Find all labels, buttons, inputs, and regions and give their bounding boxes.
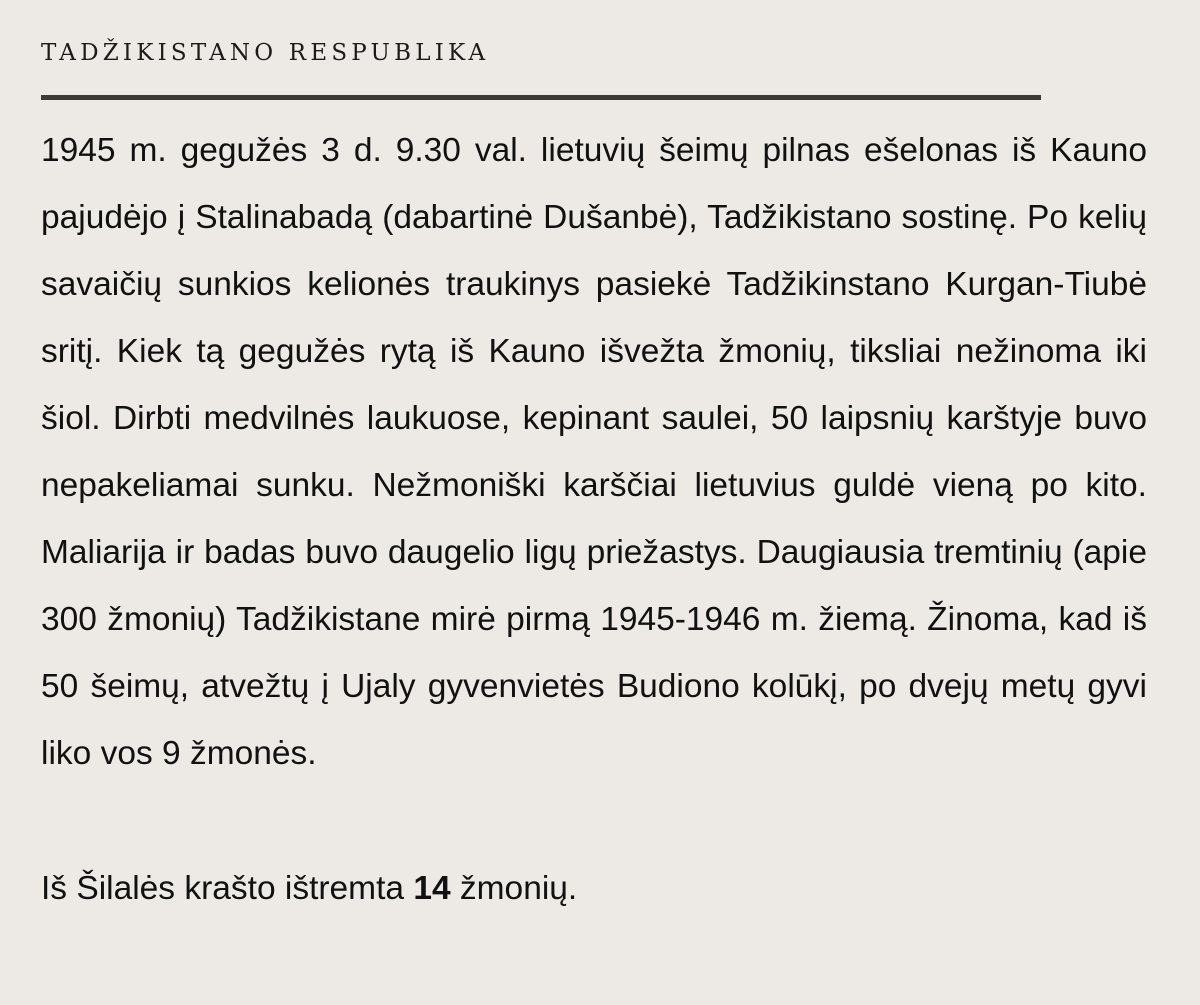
deported-count: 14 [413,870,451,907]
title-divider [41,95,1041,100]
summary-prefix: Iš Šilalės krašto ištremta [41,870,414,907]
summary-suffix: žmonių. [450,870,578,907]
main-paragraph: 1945 m. gegužės 3 d. 9.30 val. lietuvių šeimų pilnas ešelonas iš Kauno pajudėjo į Stalinabadą (dabartinė Dušanbė), Tadžikistano sostinę. Po kelių savaičių sunkios kelionės traukinys pasiekė Tadžikinstano Kurgan-Tiubė sritį. Kiek tą gegužės rytą iš Kauno išvežta žmonių, tiksliai nežinoma iki šiol. Dirbti medvilnės laukuose, kepinant saulei, 50 laipsnių karštyje buvo nepakeliamai sunku. Nežmoniški karščiai lietuvius guldė vieną po kito. Maliarija ir badas buvo daugelio ligų priežastys. Daugiausia tremtinių (apie 300 žmonių) Tadžikistane mirė pirmą 1945-1946 m. žiemą. Žinoma, kad iš 50 šeimų, atvežtų į Ujaly gyvenvietės Budiono kolūkį, po dvejų metų gyvi liko vos 9 žmonės. [41,132,1147,772]
summary-line [41,855,1147,922]
page-title: TADŽIKISTANO RESPUBLIKA [41,40,490,66]
